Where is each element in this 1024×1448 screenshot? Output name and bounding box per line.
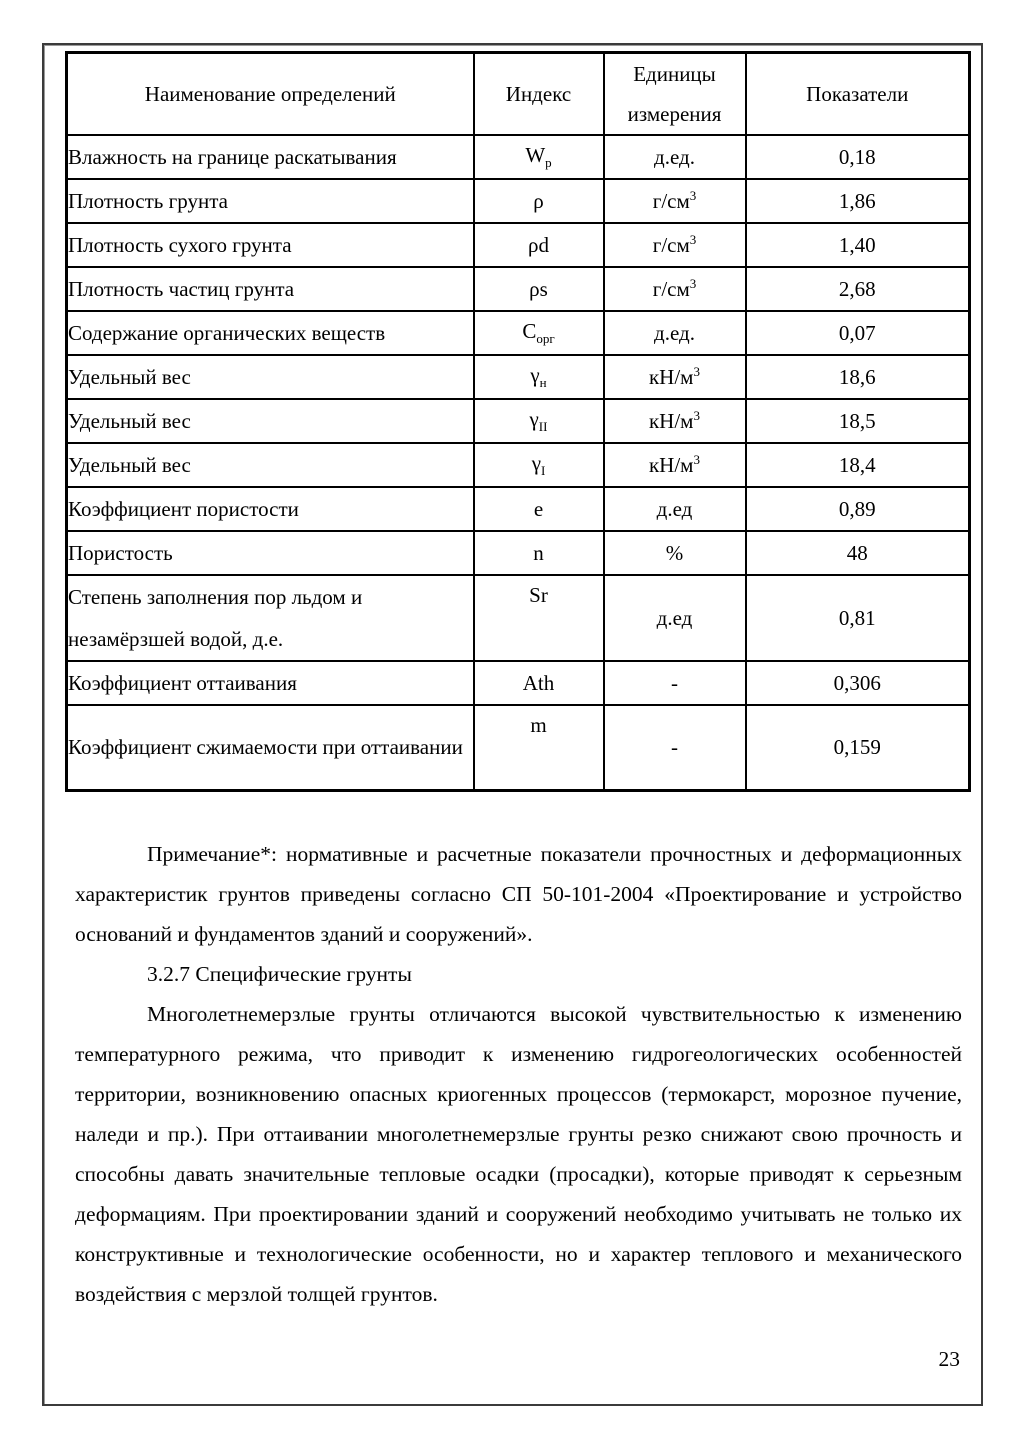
page-number: 23 <box>938 1347 960 1371</box>
symbol-base: г/см <box>652 233 690 257</box>
value-cell: 0,159 <box>746 705 970 790</box>
definition-name-cell: Влажность на границе раскатывания <box>67 135 474 179</box>
unit-cell <box>604 531 746 575</box>
symbol-base: ρd <box>528 232 549 257</box>
symbol-base: д.ед. <box>654 320 695 345</box>
unit-cell <box>604 487 746 531</box>
symbol-base: m <box>530 713 547 737</box>
value-cell: 0,07 <box>746 311 970 355</box>
symbol-superscript: 3 <box>689 188 697 203</box>
column-header-units: Единицы измерения <box>604 53 746 136</box>
symbol-base: кН/м <box>648 365 694 389</box>
table-row <box>67 135 970 179</box>
value-cell: 1,86 <box>746 179 970 223</box>
index-cell <box>474 179 604 223</box>
unit-cell <box>604 135 746 179</box>
unit-cell <box>604 575 746 661</box>
unit-cell <box>604 399 746 443</box>
definition-name-cell: Пористость <box>67 531 474 575</box>
unit-cell <box>604 661 746 705</box>
table-row <box>67 355 970 399</box>
symbol-base: Ath <box>522 670 555 695</box>
value-cell: 2,68 <box>746 267 970 311</box>
column-header-indicators: Показатели <box>746 53 970 136</box>
unit-cell <box>604 355 746 399</box>
unit-cell <box>604 223 746 267</box>
section-heading: 3.2.7 Специфические грунты <box>147 961 412 986</box>
note-paragraph: Примечание*: нормативные и расчетные показатели прочностных и деформационных характеристик грунтов приведены согласно СП 50-101-2004 «Проектирование и устройство оснований и фундаментов зданий и сооружений». <box>75 841 962 946</box>
symbol-base: γ <box>531 450 541 475</box>
table-row <box>67 443 970 487</box>
symbol-base: г/см <box>652 189 690 213</box>
symbol-base: ρs <box>529 276 548 301</box>
table-row <box>67 705 970 790</box>
unit-cell <box>604 179 746 223</box>
body-paragraph: Многолетнемерзлые грунты отличаются высокой чувствительностью к изменению температурного режима, что приводит к изменению гидрогеологических особенностей территории, возникновению опасных криогенных процессов (термокарст, морозное пучение, наледи и пр.). При оттаивании многолетнемерзлые грунты резко снижают свою прочность и способны давать значительные тепловые осадки (просадки), которые приводят к серьезным деформациям. При проектировании зданий и сооружений необходимо учитывать не только их конструктивные и технологические особенности, но и характер теплового и механического воздействия с мерзлой толщей грунтов. <box>75 1001 962 1306</box>
definition-name-cell: Плотность сухого грунта <box>67 223 474 267</box>
document-page-frame <box>42 43 983 1406</box>
table-row <box>67 267 970 311</box>
index-cell <box>474 267 604 311</box>
symbol-superscript: 3 <box>693 364 700 379</box>
value-cell: 1,40 <box>746 223 970 267</box>
unit-cell <box>604 705 746 790</box>
definition-name-cell: Плотность частиц грунта <box>67 267 474 311</box>
definition-name-cell: Удельный вес <box>67 443 474 487</box>
text-block <box>75 834 962 1314</box>
table-row <box>67 661 970 705</box>
symbol-subscript: I <box>540 463 546 479</box>
value-cell: 18,6 <box>746 355 970 399</box>
value-cell: 18,5 <box>746 399 970 443</box>
symbol-base: n <box>533 540 544 565</box>
definition-name-cell: Степень заполнения пор льдом и незамёрзшей водой, д.е. <box>67 575 474 661</box>
symbol-base: e <box>533 496 544 521</box>
index-cell <box>474 661 604 705</box>
table-row <box>67 399 970 443</box>
unit-cell <box>604 311 746 355</box>
definition-name-cell: Коэффициент оттаивания <box>67 661 474 705</box>
symbol-base: ρ <box>533 188 544 213</box>
index-cell <box>474 311 604 355</box>
table-row <box>67 575 970 661</box>
symbol-base: W <box>525 142 546 167</box>
symbol-base: кН/м <box>648 409 694 433</box>
definition-name-cell: Удельный вес <box>67 355 474 399</box>
table-row <box>67 487 970 531</box>
symbol-base: C <box>522 318 537 343</box>
table-row <box>67 179 970 223</box>
table-row <box>67 531 970 575</box>
table-header-row <box>67 53 970 136</box>
symbol-subscript: II <box>538 419 548 435</box>
definition-name-cell: Содержание органических веществ <box>67 311 474 355</box>
table-row <box>67 223 970 267</box>
symbol-subscript: p <box>545 155 552 171</box>
value-cell: 0,89 <box>746 487 970 531</box>
symbol-subscript: орг <box>536 331 555 347</box>
symbol-base: γ <box>530 362 540 387</box>
column-header-definition-name: Наименование определений <box>67 53 474 136</box>
symbol-base: кН/м <box>648 453 694 477</box>
index-cell <box>474 531 604 575</box>
symbol-base: г/см <box>652 277 690 301</box>
table-row <box>67 311 970 355</box>
value-cell: 48 <box>746 531 970 575</box>
index-cell <box>474 575 604 661</box>
soil-properties-table <box>65 51 971 792</box>
value-cell: 0,306 <box>746 661 970 705</box>
column-header-index: Индекс <box>474 53 604 136</box>
value-cell: 0,18 <box>746 135 970 179</box>
unit-cell <box>604 267 746 311</box>
symbol-base: - <box>671 670 678 695</box>
symbol-base: д.ед. <box>654 144 695 169</box>
index-cell <box>474 399 604 443</box>
value-cell: 0,81 <box>746 575 970 661</box>
index-cell <box>474 443 604 487</box>
unit-cell <box>604 443 746 487</box>
symbol-superscript: 3 <box>689 232 697 247</box>
index-cell <box>474 355 604 399</box>
symbol-base: - <box>671 734 678 759</box>
symbol-base: д.ед <box>656 605 693 630</box>
symbol-base: γ <box>529 406 539 431</box>
index-cell <box>474 223 604 267</box>
definition-name-cell: Коэффициент пористости <box>67 487 474 531</box>
symbol-base: д.ед <box>656 496 693 521</box>
symbol-base: % <box>665 540 684 565</box>
symbol-subscript: н <box>539 375 547 391</box>
definition-name-cell: Плотность грунта <box>67 179 474 223</box>
definition-name-cell: Коэффициент сжимаемости при оттаивании <box>67 705 474 790</box>
symbol-superscript: 3 <box>689 276 697 291</box>
symbol-superscript: 3 <box>693 408 700 423</box>
index-cell <box>474 135 604 179</box>
definition-name-cell: Удельный вес <box>67 399 474 443</box>
value-cell: 18,4 <box>746 443 970 487</box>
symbol-superscript: 3 <box>693 452 700 467</box>
symbol-base: Sr <box>529 583 548 607</box>
index-cell <box>474 487 604 531</box>
index-cell <box>474 705 604 790</box>
